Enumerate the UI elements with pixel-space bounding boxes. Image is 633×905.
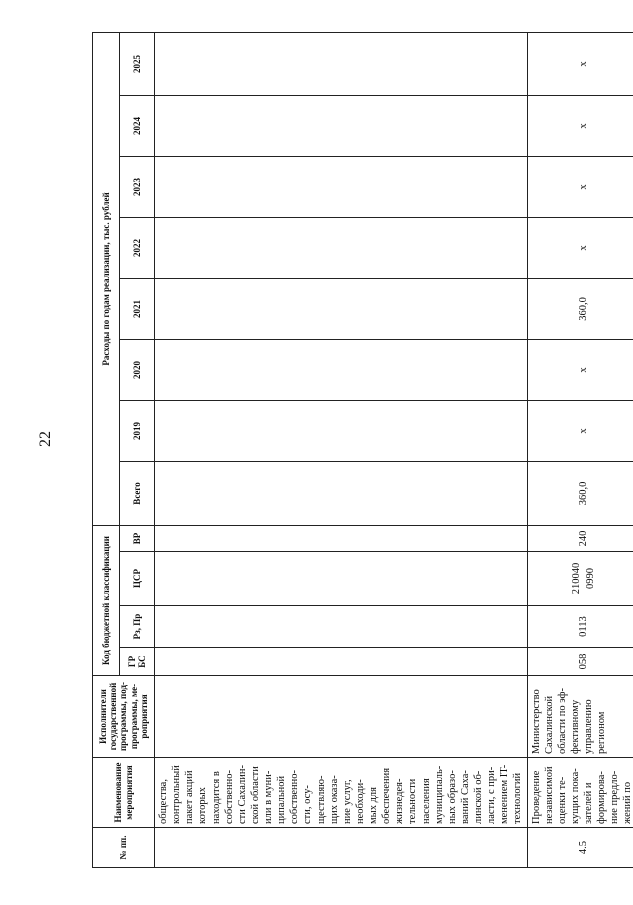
cell-year [155,95,528,156]
cell-num [155,828,528,868]
cell-year: x [527,156,633,217]
cell-year [155,32,528,95]
table-row [155,32,528,867]
cell-year [155,400,528,461]
cell-vr: 240 [527,525,633,551]
cell-year: x [527,217,633,278]
cell-year: x [527,95,633,156]
cell-name [155,758,528,828]
header-year: 2024 [120,95,155,156]
header-executors: Исполнители государственной программы, под-программы, ме-роприятия [93,676,155,758]
cell-executor [155,676,528,758]
header-budget-code-group: Код бюджетной классификации [93,525,120,675]
header-year: 2022 [120,217,155,278]
cell-executor: Министерство Сахалинской области по эф-фективному управлению регионом [527,676,633,758]
header-total: Всего [120,461,155,525]
cell-csr [155,552,528,606]
cell-total [155,461,528,525]
cell-vr [155,525,528,551]
cell-year: x [527,400,633,461]
cell-year [155,156,528,217]
cell-year: x [527,32,633,95]
cell-rzpr [155,606,528,648]
header-year: 2025 [120,32,155,95]
table-row [527,32,633,867]
cell-year [155,278,528,339]
header-year: 2021 [120,278,155,339]
cell-grbs [155,648,528,676]
header-num: № пп. [93,828,155,868]
cell-name: Проведение независимой оценки те-кущих пока-зателей и формирова-ние предло-жений по [527,758,633,828]
header-year: 2019 [120,400,155,461]
rotated-table [92,32,633,868]
page-number: 22 [37,431,54,447]
cell-total: 360,0 [527,461,633,525]
header-year: 2020 [120,339,155,400]
header-expenses-group: Расходы по годам реализации, тыс. рублей [93,32,120,525]
cell-year [155,339,528,400]
cell-rzpr: 0113 [527,606,633,648]
header-name: Наименование мероприятия [93,758,155,828]
expenses-table [92,32,633,868]
cell-year: x [527,339,633,400]
header-grbs: ГР БС [120,648,155,676]
rotated-table-container [92,32,633,868]
cell-csr: 210040 0990 [527,552,633,606]
header-vr: ВР [120,525,155,551]
header-csr: ЦСР [120,552,155,606]
header-year: 2023 [120,156,155,217]
header-rzpr: Рз, Пр [120,606,155,648]
cell-year [155,217,528,278]
cell-num: 4.5 [527,828,633,868]
cell-name-text: общества, контрольный пакет акций которых находится в собственно-сти Сахалин-ской области или в муни-ципальной собственно-сти, осу-ществляю-щих оказа-ние услуг, необходи-мых для обеспечения жизнедея-тельности населения муниципаль-ных образо-ваний Саха-линской об-ласти, с при-менением IT-технологий [158,764,524,824]
cell-grbs: 058 [527,648,633,676]
cell-year: 360,0 [527,278,633,339]
